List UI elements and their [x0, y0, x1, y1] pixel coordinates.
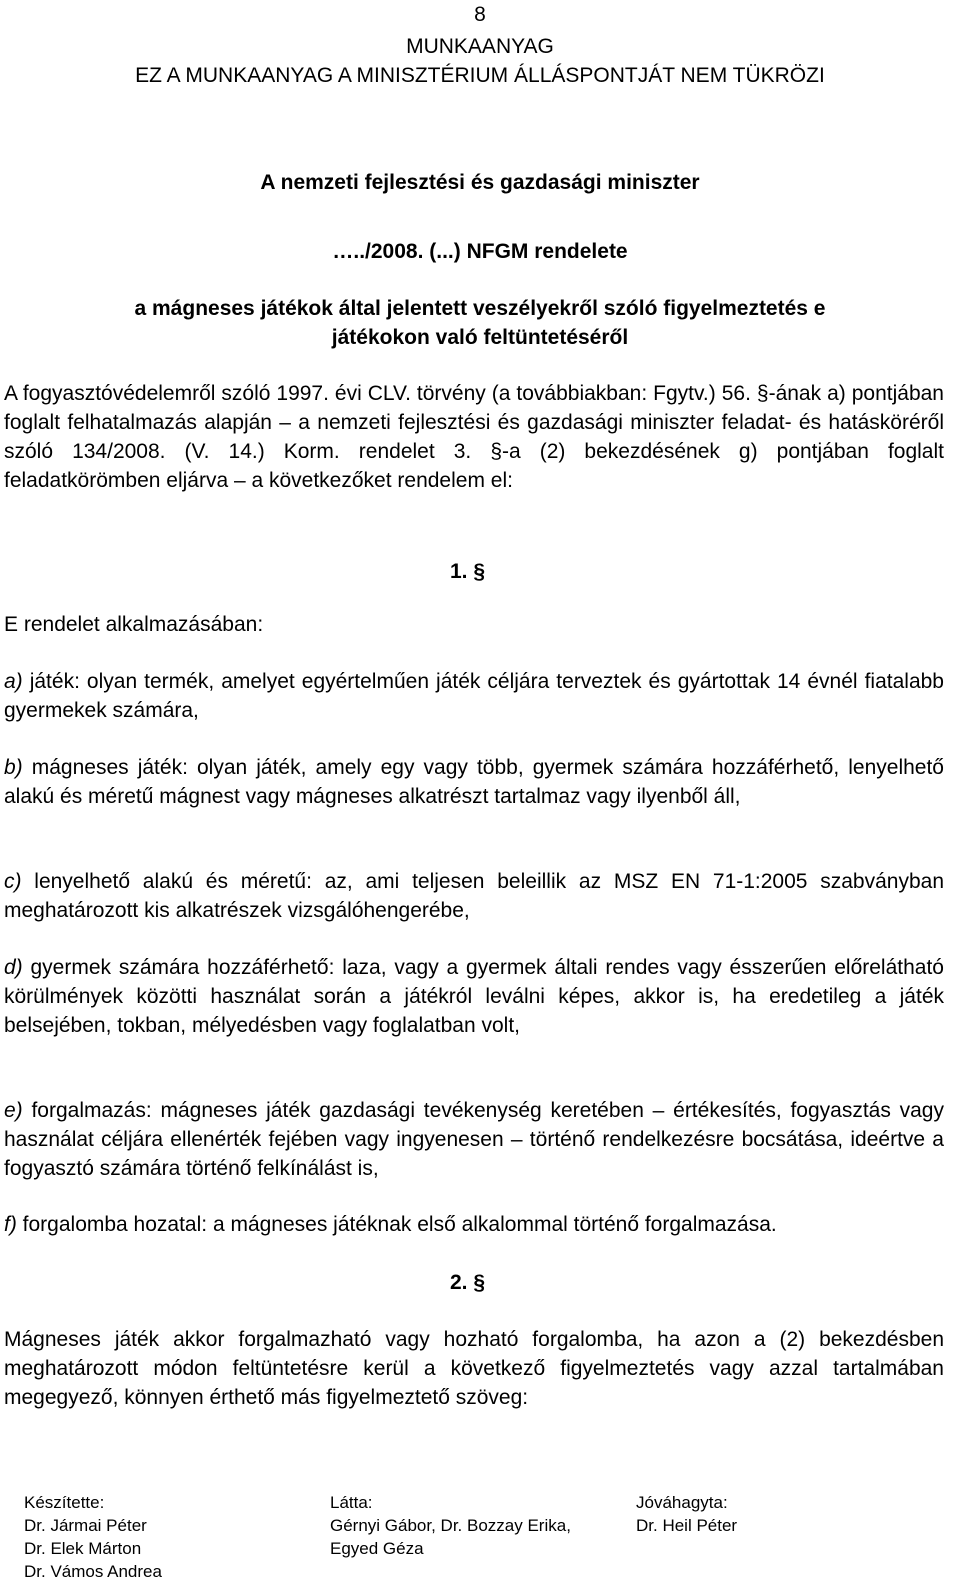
definition-text: forgalomba hozatal: a mágneses játéknak első alkalommal történő forgalmazása. [16, 1213, 777, 1236]
definition-letter: c) [4, 870, 22, 893]
draft-disclaimer: EZ A MUNKAANYAG A MINISZTÉRIUM ÁLLÁSPONTJÁT NEM TÜKRÖZI [135, 64, 825, 87]
definition-b [4, 753, 944, 811]
definition-text: játék: olyan termék, amelyet egyértelműen játék céljára terveztek és gyártottak 14 évnél fiatalabb gyermekek számára, [4, 670, 944, 722]
preamble [4, 379, 944, 495]
definition-text: forgalmazás: mágneses játék gazdasági tevékenység keretében – értékesítés, fogyasztás vagy használat céljára ellenérték fejében vagy ingyenesen – történő rendelkezésre bocsátása, ideértve a fogyasztó számára történő felkínálást is, [4, 1099, 944, 1180]
decree-subject-line1: a mágneses játékok által jelentett veszélyekről szóló figyelmeztetés e [134, 297, 826, 320]
definition-a [4, 667, 944, 725]
prepared-name: Dr. Elek Márton [24, 1539, 142, 1558]
preamble-text: A fogyasztóvédelemről szóló 1997. évi CLV. törvény (a továbbiakban: Fgytv.) 56. §-ának a) pontjában foglalt felhatalmazás alapján – a nemzeti fejlesztési és gazdasági miniszter feladat- és hatásköréről szóló 134/2008. (V. 14.) Korm. rendelet 3. §-a (2) bekezdésének g) pontjában foglalt feladatkörömben eljárva – a következőket rendelem el: [4, 382, 944, 492]
definition-letter: d) [4, 956, 23, 979]
definition-text: gyermek számára hozzáférhető: laza, vagy a gyermek általi rendes vagy ésszerűen előrelátható körülmények közötti használat során a játékról leválni képes, akkor is, ha eredetileg a játék belsejében, tokban, mélyedésben vagy foglalatban volt, [4, 956, 944, 1037]
definition-f [4, 1210, 944, 1239]
draft-notice [0, 32, 960, 90]
footer-prepared [24, 1491, 162, 1583]
issuer-line: A nemzeti fejlesztési és gazdasági miniszter [260, 171, 700, 194]
page-number: 8 [474, 3, 486, 26]
footer-approved [636, 1491, 737, 1537]
section-1-intro: E rendelet alkalmazásában: [4, 613, 264, 636]
seen-name: Gérnyi Gábor, Dr. Bozzay Erika, [330, 1516, 571, 1535]
definition-e [4, 1096, 944, 1183]
prepared-name: Dr. Jármai Péter [24, 1516, 147, 1535]
draft-label: MUNKAANYAG [406, 35, 554, 58]
definition-letter: b) [4, 756, 23, 779]
definition-letter: f) [4, 1213, 17, 1236]
prepared-name: Dr. Vámos Andrea [24, 1562, 162, 1581]
definition-letter: a) [4, 670, 23, 693]
decree-number: …../2008. (...) NFGM rendelete [332, 240, 628, 263]
decree-subject-line2: játékokon való feltüntetéséről [331, 326, 629, 349]
section-2-text: Mágneses játék akkor forgalmazható vagy hozható forgalomba, ha azon a (2) bekezdésben meghatározott módon feltüntetésre kerül a következő figyelmeztetés vagy azzal tartalmában megegyező, könnyen érthető más figyelmeztető szöveg: [4, 1328, 944, 1409]
seen-label: Látta: [330, 1493, 373, 1512]
definition-text: lenyelhető alakú és méretű: az, ami teljesen beleillik az MSZ EN 71-1:2005 szabványban meghatározott kis alkatrészek vizsgálóhengerébe, [4, 870, 944, 922]
seen-name: Egyed Géza [330, 1539, 424, 1558]
definition-c [4, 867, 944, 925]
approved-name: Dr. Heil Péter [636, 1516, 738, 1535]
footer-seen [330, 1491, 571, 1560]
section-2-heading: 2. § [450, 1271, 486, 1294]
decree-subject [0, 294, 960, 352]
prepared-label: Készítette: [24, 1493, 105, 1512]
definition-letter: e) [4, 1099, 23, 1122]
definition-d [4, 953, 944, 1040]
approved-label: Jóváhagyta: [636, 1493, 728, 1512]
section-1-heading: 1. § [450, 560, 486, 583]
definition-text: mágneses játék: olyan játék, amely egy vagy több, gyermek számára hozzáférhető, lenyelhető alakú és méretű mágnest vagy mágneses alkatrészt tartalmaz vagy ilyenből áll, [4, 756, 944, 808]
